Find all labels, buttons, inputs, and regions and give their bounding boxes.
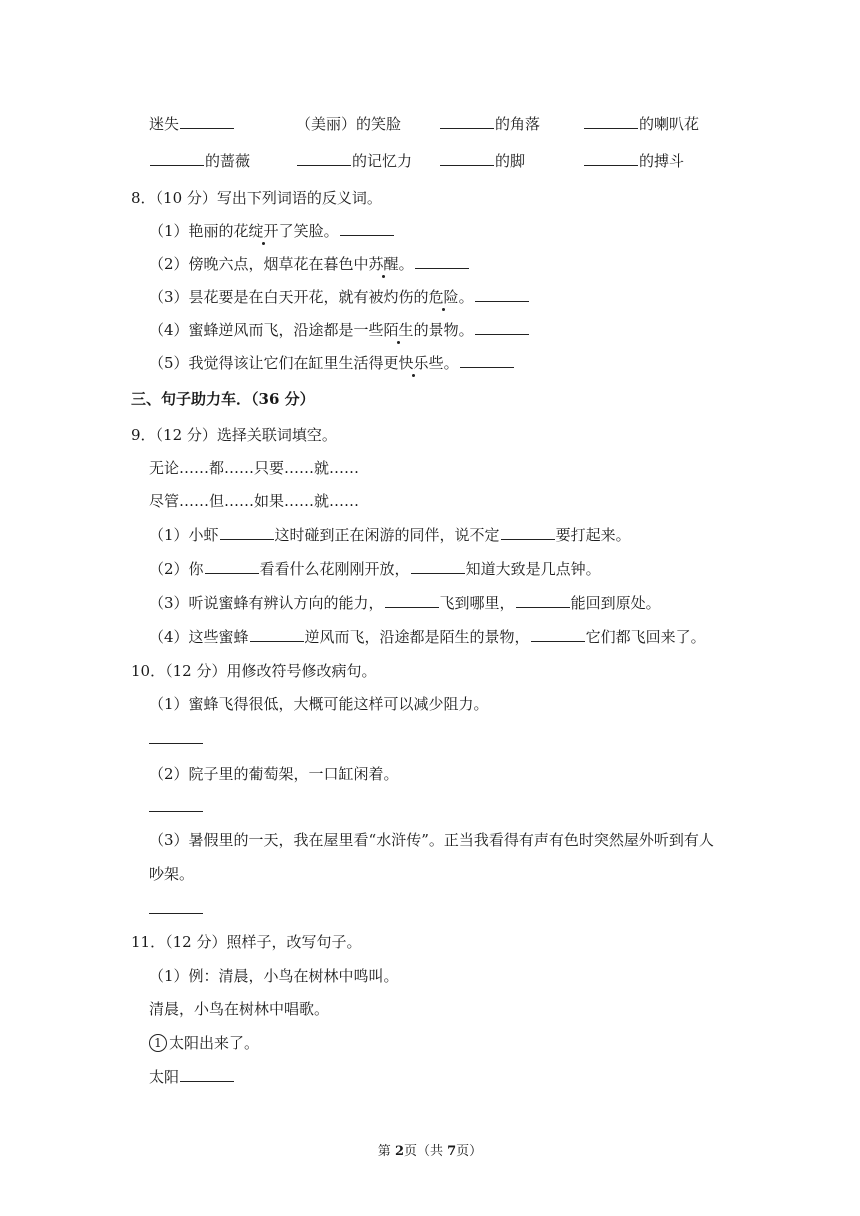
q10-item-1: （1）蜜蜂飞得很低，大概可能这样可以减少阻力。 (149, 695, 489, 713)
answer-blank[interactable] (385, 593, 439, 608)
q9-item-3: （3）听说蜜蜂有辨认方向的能力， 飞到哪里， 能回到原处。 (149, 594, 661, 612)
answer-blank[interactable] (205, 559, 259, 574)
answer-blank[interactable] (149, 913, 203, 914)
q11-sub-1: 1 太阳出来了。 (149, 1033, 259, 1053)
answer-blank[interactable] (584, 114, 638, 129)
word-cell: 的脚 (439, 151, 525, 171)
word-cell: 的蔷薇 (149, 151, 250, 171)
answer-blank[interactable] (150, 151, 204, 166)
q10-item-2: （2）院子里的葡萄架，一口缸闲着。 (149, 765, 399, 783)
q9-item-4: （4）这些蜜蜂 逆风而飞，沿途都是陌生的景物， 它们都飞回来了。 (149, 628, 706, 646)
section-3-heading: 三、句子助力车．（36 分） (131, 390, 315, 408)
answer-blank[interactable] (250, 627, 304, 642)
q10-item-3-line-1: （3）暑假里的一天，我在屋里看“水浒传”。正当我看得有声有色时突然屋外听到有人 (149, 831, 714, 849)
answer-blank[interactable] (475, 320, 529, 335)
total-pages: 7 (447, 1144, 457, 1159)
word-cell: 的角落 (439, 114, 540, 134)
word-cell: 的喇叭花 (583, 114, 699, 134)
circled-number: 1 (149, 1034, 167, 1052)
answer-blank[interactable] (220, 525, 274, 540)
word-cell: （美丽）的笑脸 (296, 115, 402, 133)
question-11-title: 11．（12 分）照样子，改写句子。 (131, 933, 362, 951)
answer-blank[interactable] (531, 627, 585, 642)
q9-item-1: （1）小虾 这时碰到正在闲游的同伴，说不定 要打起来。 (149, 526, 631, 544)
answer-blank[interactable] (149, 811, 203, 812)
answer-blank[interactable] (501, 525, 555, 540)
word-cell: 的搏斗 (583, 151, 684, 171)
q8-item-1: （1）艳丽的花绽开了笑脸。 (149, 221, 395, 241)
answer-blank[interactable] (340, 221, 394, 236)
answer-blank[interactable] (475, 287, 529, 302)
q10-item-3-line-2: 吵架。 (149, 865, 195, 883)
answer-blank[interactable] (440, 114, 494, 129)
q11-example-2: 清晨，小鸟在树林中唱歌。 (149, 1000, 330, 1018)
answer-blank[interactable] (460, 353, 514, 368)
answer-blank[interactable] (584, 151, 638, 166)
q9-words-2: 尽管……但……如果……就…… (149, 492, 360, 510)
q8-item-5: （5）我觉得该让它们在缸里生活得更快乐些。 (149, 353, 515, 373)
answer-blank[interactable] (297, 151, 351, 166)
answer-blank[interactable] (149, 743, 203, 744)
word-cell: 迷失 (149, 114, 235, 134)
q8-item-3: （3）昙花要是在白天开花，就有被灼伤的危险。 (149, 287, 530, 307)
question-8-title: 8．（10 分）写出下列词语的反义词。 (131, 189, 382, 207)
question-9-title: 9．（12 分）选择关联词填空。 (131, 426, 337, 444)
word-cell: 的记忆力 (296, 151, 412, 171)
answer-blank[interactable] (411, 559, 465, 574)
answer-blank[interactable] (440, 151, 494, 166)
page-number: 2 (394, 1144, 404, 1159)
question-10-title: 10．（12 分）用修改符号修改病句。 (131, 662, 377, 680)
q11-example-1: （1）例：清晨，小鸟在树林中鸣叫。 (149, 967, 399, 985)
answer-blank[interactable] (516, 593, 570, 608)
q8-item-2: （2）傍晚六点，烟草花在暮色中苏醒。 (149, 254, 470, 274)
answer-blank[interactable] (415, 254, 469, 269)
answer-blank[interactable] (180, 1067, 234, 1082)
page-footer: 第 2页（共 7页） (377, 1144, 483, 1159)
answer-blank[interactable] (180, 114, 234, 129)
q9-words-1: 无论……都……只要……就…… (149, 459, 360, 477)
q11-sub-1-answer: 太阳 (149, 1067, 235, 1087)
q8-item-4: （4）蜜蜂逆风而飞，沿途都是一些陌生的景物。 (149, 320, 530, 340)
q9-item-2: （2）你 看看什么花刚刚开放， 知道大致是几点钟。 (149, 560, 601, 578)
